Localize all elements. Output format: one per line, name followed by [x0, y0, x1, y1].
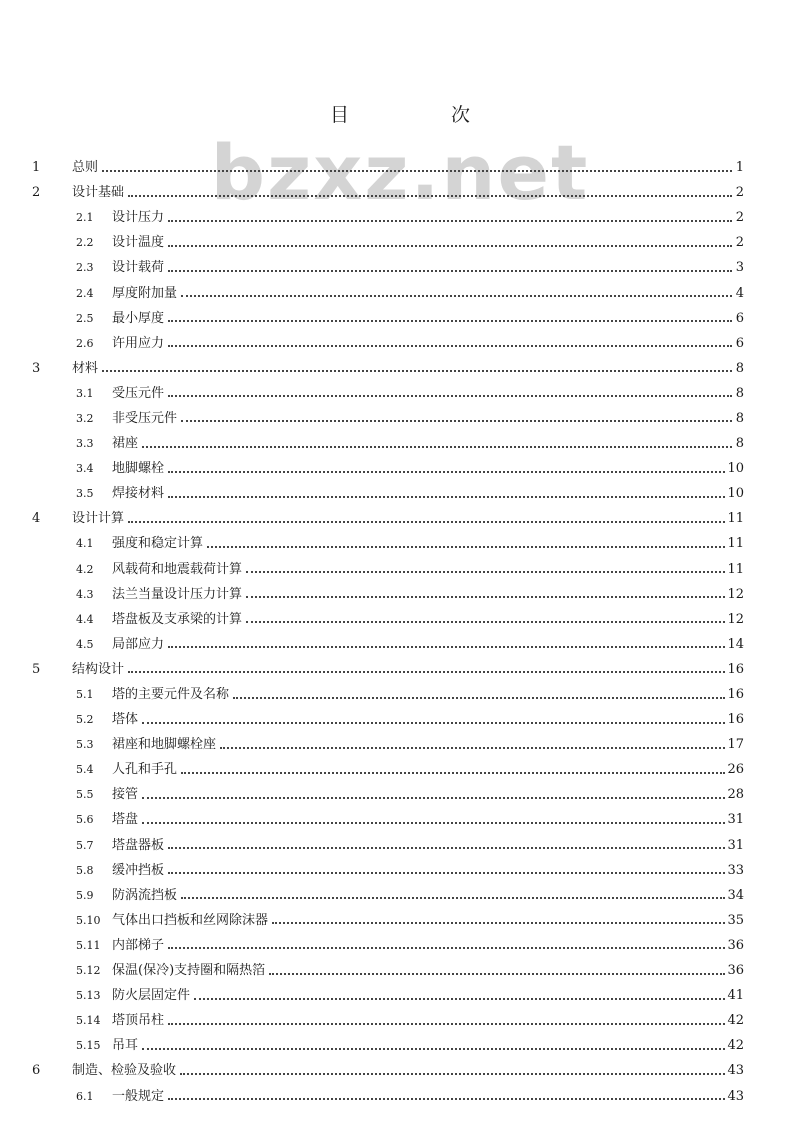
toc-entry-label: 制造、检验及验收 — [72, 1063, 177, 1079]
toc-entry-label: 厚度附加量 — [112, 285, 178, 301]
toc-entry-number: 5.10 — [76, 913, 101, 927]
toc-entry-body — [112, 1039, 744, 1052]
toc-subsection-entry — [0, 381, 800, 406]
toc-entry-number: 2 — [32, 185, 41, 201]
toc-entry-number: 5.14 — [76, 1014, 101, 1028]
toc-entry-page: 8 — [735, 436, 744, 452]
toc-entry-label: 内部梯子 — [112, 937, 165, 953]
toc-entry-number: 5 — [32, 661, 41, 677]
toc-entry-number: 4.1 — [76, 537, 94, 551]
toc-entry-number: 2.6 — [76, 336, 94, 350]
toc-entry-number: 2.5 — [76, 311, 94, 325]
toc-entry-body — [112, 236, 744, 249]
toc-entry-label: 最小厚度 — [112, 310, 165, 326]
toc-entry-number: 4.2 — [76, 562, 94, 576]
toc-entry-label: 塔盘板及支承梁的计算 — [112, 611, 243, 627]
toc-subsection-entry — [0, 255, 800, 280]
toc-entry-body — [112, 864, 744, 877]
toc-entry-number: 2.1 — [76, 211, 94, 225]
toc-entry-number: 3.5 — [76, 487, 94, 501]
toc-subsection-entry — [0, 406, 800, 431]
toc-entry-body — [112, 989, 744, 1002]
toc-subsection-entry — [0, 757, 800, 782]
toc-entry-number: 4.4 — [76, 612, 94, 626]
toc-entry-page: 11 — [727, 536, 744, 552]
toc-entry-label: 塔盘 — [112, 812, 139, 828]
toc-entry-label: 设计压力 — [112, 210, 165, 226]
toc-subsection-entry — [0, 933, 800, 958]
dot-leader — [181, 295, 732, 297]
toc-subsection-entry — [0, 732, 800, 757]
toc-entry-page: 36 — [727, 937, 744, 953]
toc-entry-number: 5.3 — [76, 738, 94, 752]
toc-entry-label: 许用应力 — [112, 335, 165, 351]
toc-entry-body — [112, 889, 744, 902]
dot-leader — [181, 772, 725, 774]
toc-entry-page: 3 — [735, 260, 744, 276]
toc-entry-number: 5.15 — [76, 1039, 101, 1053]
toc-entry-label: 材料 — [72, 360, 99, 376]
toc-entry-page: 2 — [735, 210, 744, 226]
toc-entry-body — [112, 412, 744, 425]
toc-subsection-entry — [0, 306, 800, 331]
toc-entry-body — [112, 839, 744, 852]
toc-subsection-entry — [0, 557, 800, 582]
toc-entry-page: 34 — [727, 887, 744, 903]
dot-leader — [142, 797, 725, 799]
toc-subsection-entry — [0, 582, 800, 607]
toc-entry-page: 42 — [727, 1013, 744, 1029]
toc-entry-number: 5.1 — [76, 688, 94, 702]
toc-entry-body — [112, 688, 744, 701]
toc-entry-label: 人孔和手孔 — [112, 762, 178, 778]
toc-entry-body — [72, 663, 744, 676]
toc-entry-label: 焊接材料 — [112, 486, 165, 502]
toc-entry-label: 防涡流挡板 — [112, 887, 178, 903]
dot-leader — [102, 370, 732, 372]
toc-entry-number: 5.5 — [76, 788, 94, 802]
toc-entry-label: 塔顶吊柱 — [112, 1013, 165, 1029]
toc-subsection-entry — [0, 883, 800, 908]
dot-leader — [168, 220, 732, 222]
toc-entry-body — [112, 914, 744, 927]
toc-entry-body — [112, 537, 744, 550]
dot-leader — [168, 1023, 725, 1025]
toc-entry-page: 14 — [727, 636, 744, 652]
toc-entry-body — [72, 161, 744, 174]
dot-leader — [128, 521, 725, 523]
toc-entry-label: 裙座 — [112, 436, 139, 452]
page-title: 目 次 — [329, 104, 519, 126]
toc-entry-body — [112, 211, 744, 224]
toc-entry-number: 5.9 — [76, 888, 94, 902]
toc-subsection-entry — [0, 632, 800, 657]
toc-entry-number: 5.6 — [76, 813, 94, 827]
toc-entry-label: 塔体 — [112, 712, 139, 728]
toc-entry-page: 28 — [727, 787, 744, 803]
toc-entry-label: 吊耳 — [112, 1038, 139, 1054]
toc-entry-number: 3.1 — [76, 386, 94, 400]
toc-entry-page: 36 — [727, 963, 744, 979]
toc-entry-page: 12 — [727, 611, 744, 627]
toc-entry-label: 地脚螺栓 — [112, 461, 165, 477]
toc-entry-label: 强度和稳定计算 — [112, 536, 204, 552]
toc-entry-body — [72, 186, 744, 199]
toc-entry-page: 11 — [727, 511, 744, 527]
toc-entry-number: 3 — [32, 360, 41, 376]
toc-subsection-entry — [0, 481, 800, 506]
toc-entry-label: 受压元件 — [112, 385, 165, 401]
toc-entry-label: 设计载荷 — [112, 260, 165, 276]
toc-entry-body — [112, 563, 744, 576]
toc-entry-number: 2.3 — [76, 261, 94, 275]
toc-entry-body — [112, 813, 744, 826]
dot-leader — [272, 922, 725, 924]
dot-leader — [168, 646, 725, 648]
toc-entry-body — [112, 437, 744, 450]
toc-entry-page: 6 — [735, 335, 744, 351]
toc-entry-label: 塔盘器板 — [112, 837, 165, 853]
toc-entry-body — [112, 287, 744, 300]
toc-entry-body — [72, 512, 744, 525]
toc-entry-number: 5.4 — [76, 763, 94, 777]
toc-subsection-entry — [0, 958, 800, 983]
toc-entry-label: 设计基础 — [72, 185, 125, 201]
dot-leader — [168, 471, 725, 473]
toc-entry-label: 结构设计 — [72, 661, 125, 677]
toc-entry-body — [112, 638, 744, 651]
toc-entry-body — [112, 588, 744, 601]
toc-entry-number: 3.3 — [76, 437, 94, 451]
toc-subsection-entry — [0, 1008, 800, 1033]
toc-entry-number: 6.1 — [76, 1089, 94, 1103]
toc-subsection-entry — [0, 230, 800, 255]
toc-entry-number: 3.2 — [76, 411, 94, 425]
toc-entry-number: 1 — [32, 160, 41, 176]
toc-entry-page: 42 — [727, 1038, 744, 1054]
toc-subsection-entry — [0, 983, 800, 1008]
toc-entry-body — [112, 312, 744, 325]
toc-entry-page: 2 — [735, 235, 744, 251]
toc-entry-page: 6 — [735, 310, 744, 326]
toc-entry-label: 设计计算 — [72, 511, 125, 527]
toc-entry-number: 6 — [32, 1063, 41, 1079]
toc-entry-label: 局部应力 — [112, 636, 165, 652]
toc-entry-number: 5.7 — [76, 838, 94, 852]
toc-subsection-entry — [0, 531, 800, 556]
toc-entry-number: 4.5 — [76, 637, 94, 651]
toc-entry-body — [112, 713, 744, 726]
dot-leader — [168, 847, 725, 849]
dot-leader — [168, 872, 725, 874]
toc-entry-label: 气体出口挡板和丝网除沫器 — [112, 912, 269, 928]
toc-section-entry — [0, 155, 800, 180]
dot-leader — [168, 496, 725, 498]
toc-entry-body — [112, 1090, 744, 1103]
toc-entry-page: 33 — [727, 862, 744, 878]
dot-leader — [246, 596, 725, 598]
toc-entry-body — [112, 487, 744, 500]
toc-entry-page: 10 — [727, 461, 744, 477]
toc-entry-number: 5.2 — [76, 713, 94, 727]
toc-entry-body — [112, 462, 744, 475]
dot-leader — [168, 320, 732, 322]
toc-entry-body — [112, 387, 744, 400]
toc-subsection-entry — [0, 682, 800, 707]
toc-subsection-entry — [0, 807, 800, 832]
dot-leader — [142, 722, 725, 724]
dot-leader — [142, 446, 732, 448]
toc-entry-page: 4 — [735, 285, 744, 301]
toc-entry-body — [112, 613, 744, 626]
toc-entry-label: 设计温度 — [112, 235, 165, 251]
toc-subsection-entry — [0, 707, 800, 732]
dot-leader — [180, 1073, 725, 1075]
toc-entry-number: 2.4 — [76, 286, 94, 300]
toc-entry-page: 1 — [735, 160, 744, 176]
toc-entry-page: 31 — [727, 812, 744, 828]
dot-leader — [194, 998, 725, 1000]
dot-leader — [128, 195, 732, 197]
toc-entry-body — [112, 763, 744, 776]
dot-leader — [233, 697, 725, 699]
toc-entry-page: 16 — [727, 687, 744, 703]
dot-leader — [246, 621, 725, 623]
toc-section-entry — [0, 180, 800, 205]
toc-subsection-entry — [0, 833, 800, 858]
toc-section-entry — [0, 356, 800, 381]
toc-entry-page: 8 — [735, 410, 744, 426]
toc-subsection-entry — [0, 331, 800, 356]
toc-entry-body — [112, 964, 744, 977]
toc-subsection-entry — [0, 1083, 800, 1108]
toc-entry-page: 17 — [727, 737, 744, 753]
toc-entry-label: 风载荷和地震载荷计算 — [112, 561, 243, 577]
toc-entry-page: 43 — [727, 1063, 744, 1079]
toc-entry-label: 缓冲挡板 — [112, 862, 165, 878]
dot-leader — [168, 1098, 725, 1100]
toc-entry-page: 16 — [727, 712, 744, 728]
toc-subsection-entry — [0, 1033, 800, 1058]
toc-entry-body — [72, 362, 744, 375]
toc-entry-page: 8 — [735, 360, 744, 376]
toc-entry-page: 26 — [727, 762, 744, 778]
dot-leader — [102, 170, 732, 172]
toc-entry-body — [72, 1064, 744, 1077]
toc-entry-page: 41 — [727, 988, 744, 1004]
toc-subsection-entry — [0, 456, 800, 481]
toc-entry-number: 4 — [32, 511, 41, 527]
dot-leader — [142, 1048, 725, 1050]
toc-entry-page: 16 — [727, 661, 744, 677]
toc-entry-number: 3.4 — [76, 462, 94, 476]
toc-entry-number: 5.11 — [76, 938, 101, 952]
dot-leader — [168, 395, 732, 397]
dot-leader — [181, 420, 732, 422]
dot-leader — [168, 270, 732, 272]
toc-entry-label: 接管 — [112, 787, 139, 803]
table-of-contents — [0, 155, 800, 1109]
toc-entry-number: 5.8 — [76, 863, 94, 877]
toc-entry-number: 4.3 — [76, 587, 94, 601]
watermark-text: bzxz.net — [210, 128, 590, 217]
toc-entry-page: 2 — [735, 185, 744, 201]
toc-entry-page: 31 — [727, 837, 744, 853]
dot-leader — [181, 897, 725, 899]
toc-entry-label: 防火层固定件 — [112, 988, 191, 1004]
toc-entry-page: 35 — [727, 912, 744, 928]
toc-subsection-entry — [0, 908, 800, 933]
toc-entry-label: 保温(保冷)支持圈和隔热箔 — [112, 963, 266, 979]
toc-subsection-entry — [0, 431, 800, 456]
toc-section-entry — [0, 506, 800, 531]
toc-entry-page: 10 — [727, 486, 744, 502]
toc-subsection-entry — [0, 205, 800, 230]
toc-entry-body — [112, 1014, 744, 1027]
toc-section-entry — [0, 1058, 800, 1083]
toc-entry-label: 塔的主要元件及名称 — [112, 687, 230, 703]
toc-entry-body — [112, 939, 744, 952]
dot-leader — [128, 671, 725, 673]
toc-entry-page: 43 — [727, 1088, 744, 1104]
toc-entry-label: 法兰当量设计压力计算 — [112, 586, 243, 602]
toc-entry-body — [112, 738, 744, 751]
toc-entry-label: 裙座和地脚螺栓座 — [112, 737, 217, 753]
toc-entry-page: 8 — [735, 385, 744, 401]
toc-subsection-entry — [0, 280, 800, 305]
dot-leader — [220, 747, 725, 749]
toc-entry-label: 总则 — [72, 160, 99, 176]
toc-entry-body — [112, 788, 744, 801]
toc-entry-number: 5.13 — [76, 989, 101, 1003]
dot-leader — [246, 571, 725, 573]
toc-entry-page: 11 — [727, 561, 744, 577]
toc-subsection-entry — [0, 607, 800, 632]
toc-subsection-entry — [0, 858, 800, 883]
dot-leader — [168, 345, 732, 347]
toc-entry-label: 非受压元件 — [112, 410, 178, 426]
toc-entry-body — [112, 261, 744, 274]
dot-leader — [168, 947, 725, 949]
toc-entry-page: 12 — [727, 586, 744, 602]
dot-leader — [142, 822, 725, 824]
toc-entry-number: 5.12 — [76, 964, 101, 978]
toc-entry-body — [112, 337, 744, 350]
toc-entry-label: 一般规定 — [112, 1088, 165, 1104]
dot-leader — [269, 973, 725, 975]
toc-entry-number: 2.2 — [76, 236, 94, 250]
dot-leader — [207, 546, 725, 548]
toc-section-entry — [0, 657, 800, 682]
dot-leader — [168, 245, 732, 247]
toc-subsection-entry — [0, 782, 800, 807]
